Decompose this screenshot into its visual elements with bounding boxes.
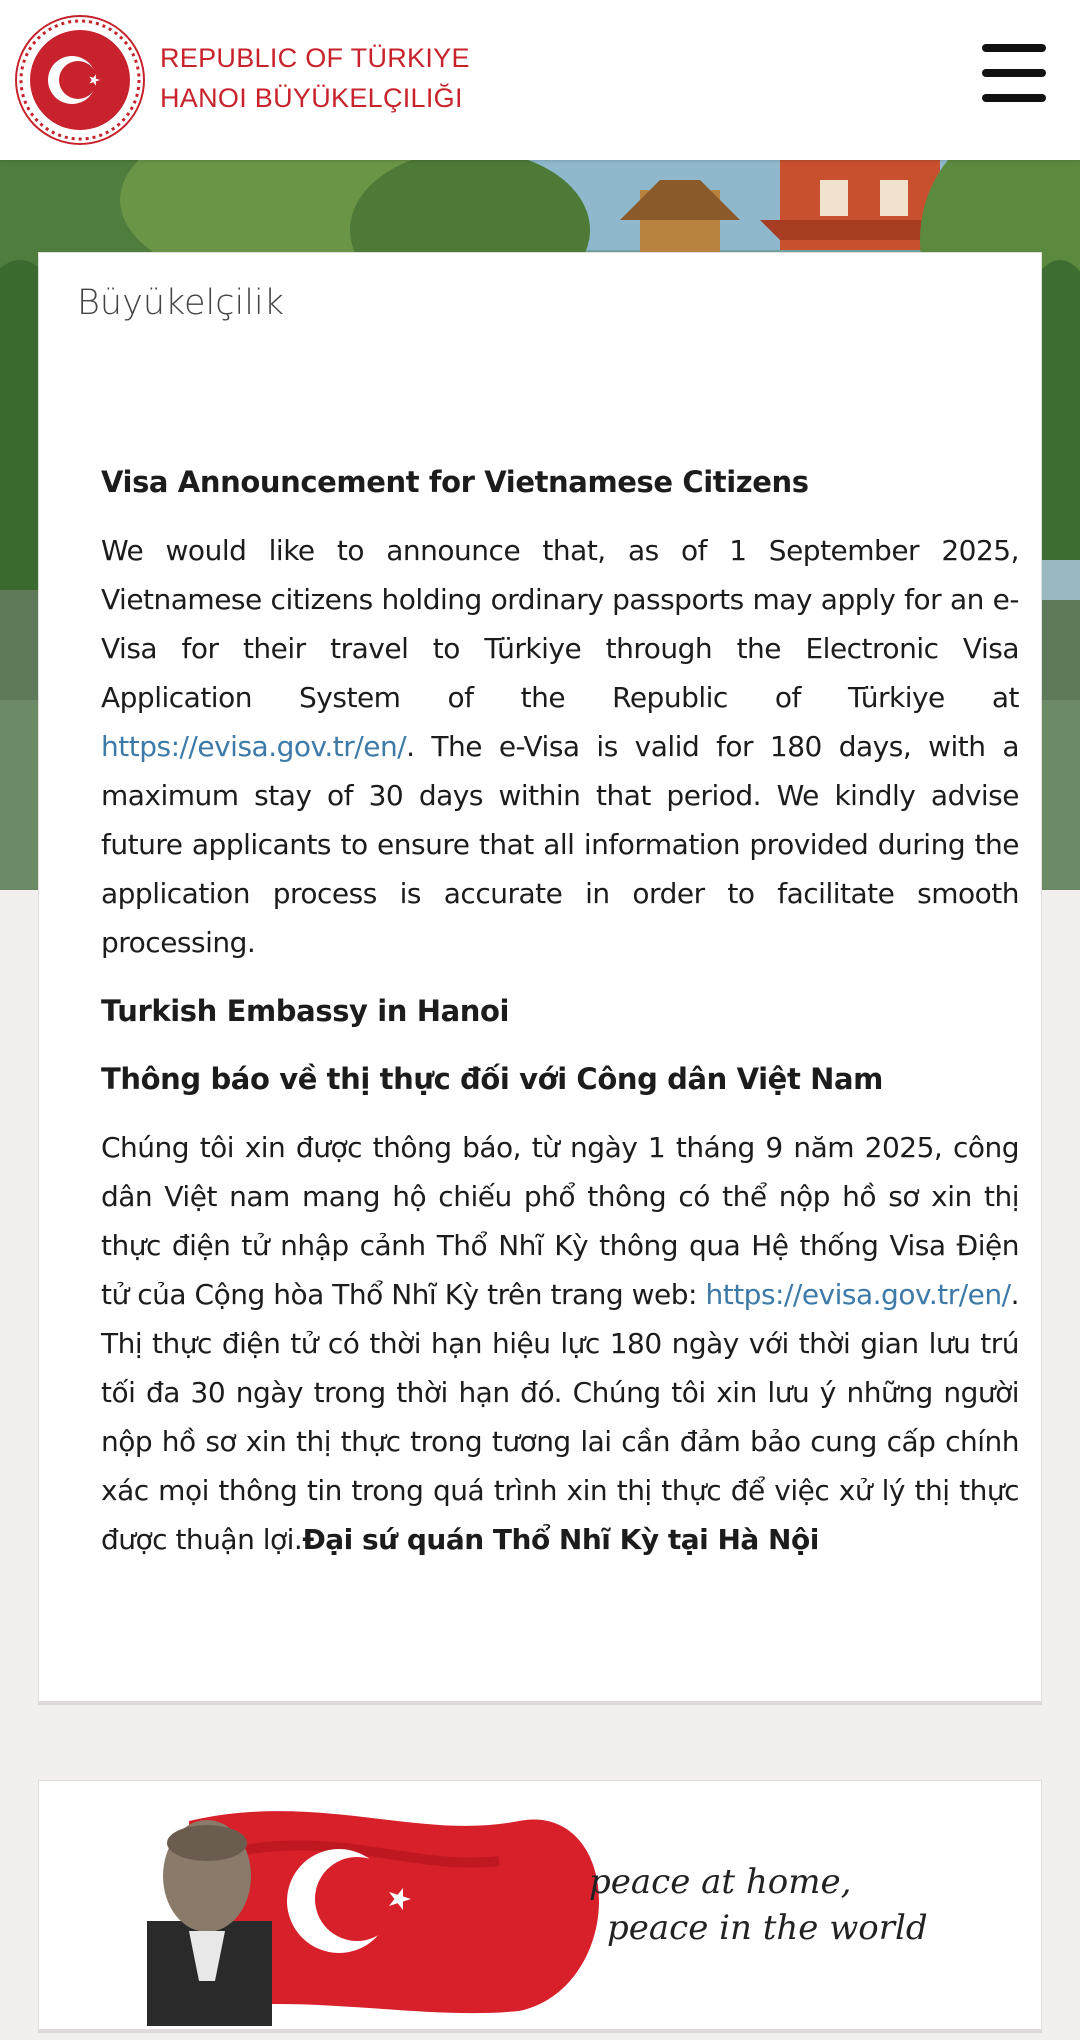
motto-line-1: peace at home, <box>589 1862 852 1902</box>
english-body-text-2: . The e-Visa is valid for 180 days, with a maximum stay of 30 days within that period. We kindly advise future applicants to ensure that all information provided during the application process is accurate in order to facilitate smooth processing. <box>101 730 1019 959</box>
vietnamese-body-text-2: . Thị thực điện tử có thời hạn hiệu lực 180 ngày với thời gian lưu trú tối đa 30 ngày trong thời hạn đó. Chúng tôi xin lưu ý những người nộp hồ sơ xin thị thực trong tương lai cần đảm bảo cung cấp chính xác mọi thông tin trong quá trình xin thị thực để việc xử lý thị thực được thuận lợi. <box>101 1278 1019 1556</box>
evisa-link-english[interactable]: https://evisa.gov.tr/en/ <box>101 730 407 763</box>
english-heading: Visa Announcement for Vietnamese Citizens <box>101 465 809 499</box>
english-signature: Turkish Embassy in Hanoi <box>101 994 510 1028</box>
ataturk-banner[interactable] <box>38 1780 1042 2030</box>
site-header <box>0 0 1080 160</box>
vietnamese-heading: Thông báo về thị thực đối với Công dân Việt Nam <box>101 1062 883 1096</box>
embassy-brand-name[interactable] <box>160 38 470 118</box>
english-body-text-1: We would like to announce that, as of 1 September 2025, Vietnamese citizens holding ordinary passports may apply for an e-Visa for their travel to Türkiye through the Electronic Visa Application System of the Republic of Türkiye at <box>101 534 1019 714</box>
brand-line-2: HANOI BÜYÜKELÇILIĞI <box>160 83 463 113</box>
banner-motto <box>589 1859 928 1951</box>
vietnamese-body-text-1: Chúng tôi xin được thông báo, từ ngày 1 tháng 9 năm 2025, công dân Việt nam mang hộ chiếu phổ thông có thể nộp hồ sơ xin thị thực điện tử nhập cảnh Thổ Nhĩ Kỳ thông qua Hệ thống Visa Điện tử của Cộng hòa Thổ Nhĩ Kỳ trên trang web: <box>101 1131 1019 1311</box>
brand-line-1: REPUBLIC OF TÜRKIYE <box>160 43 470 73</box>
section-title: Büyükelçilik <box>77 283 284 323</box>
announcement-content <box>101 458 1019 1584</box>
english-body <box>101 526 1019 967</box>
evisa-link-vietnamese[interactable]: https://evisa.gov.tr/en/ <box>705 1278 1011 1311</box>
vietnamese-body <box>101 1123 1019 1564</box>
hamburger-menu-icon[interactable] <box>982 44 1046 110</box>
turkish-emblem-logo-icon[interactable] <box>14 14 146 146</box>
announcement-card <box>38 252 1042 1702</box>
motto-line-2: peace in the world <box>607 1908 928 1948</box>
vietnamese-signature: Đại sứ quán Thổ Nhĩ Kỳ tại Hà Nội <box>302 1523 819 1556</box>
